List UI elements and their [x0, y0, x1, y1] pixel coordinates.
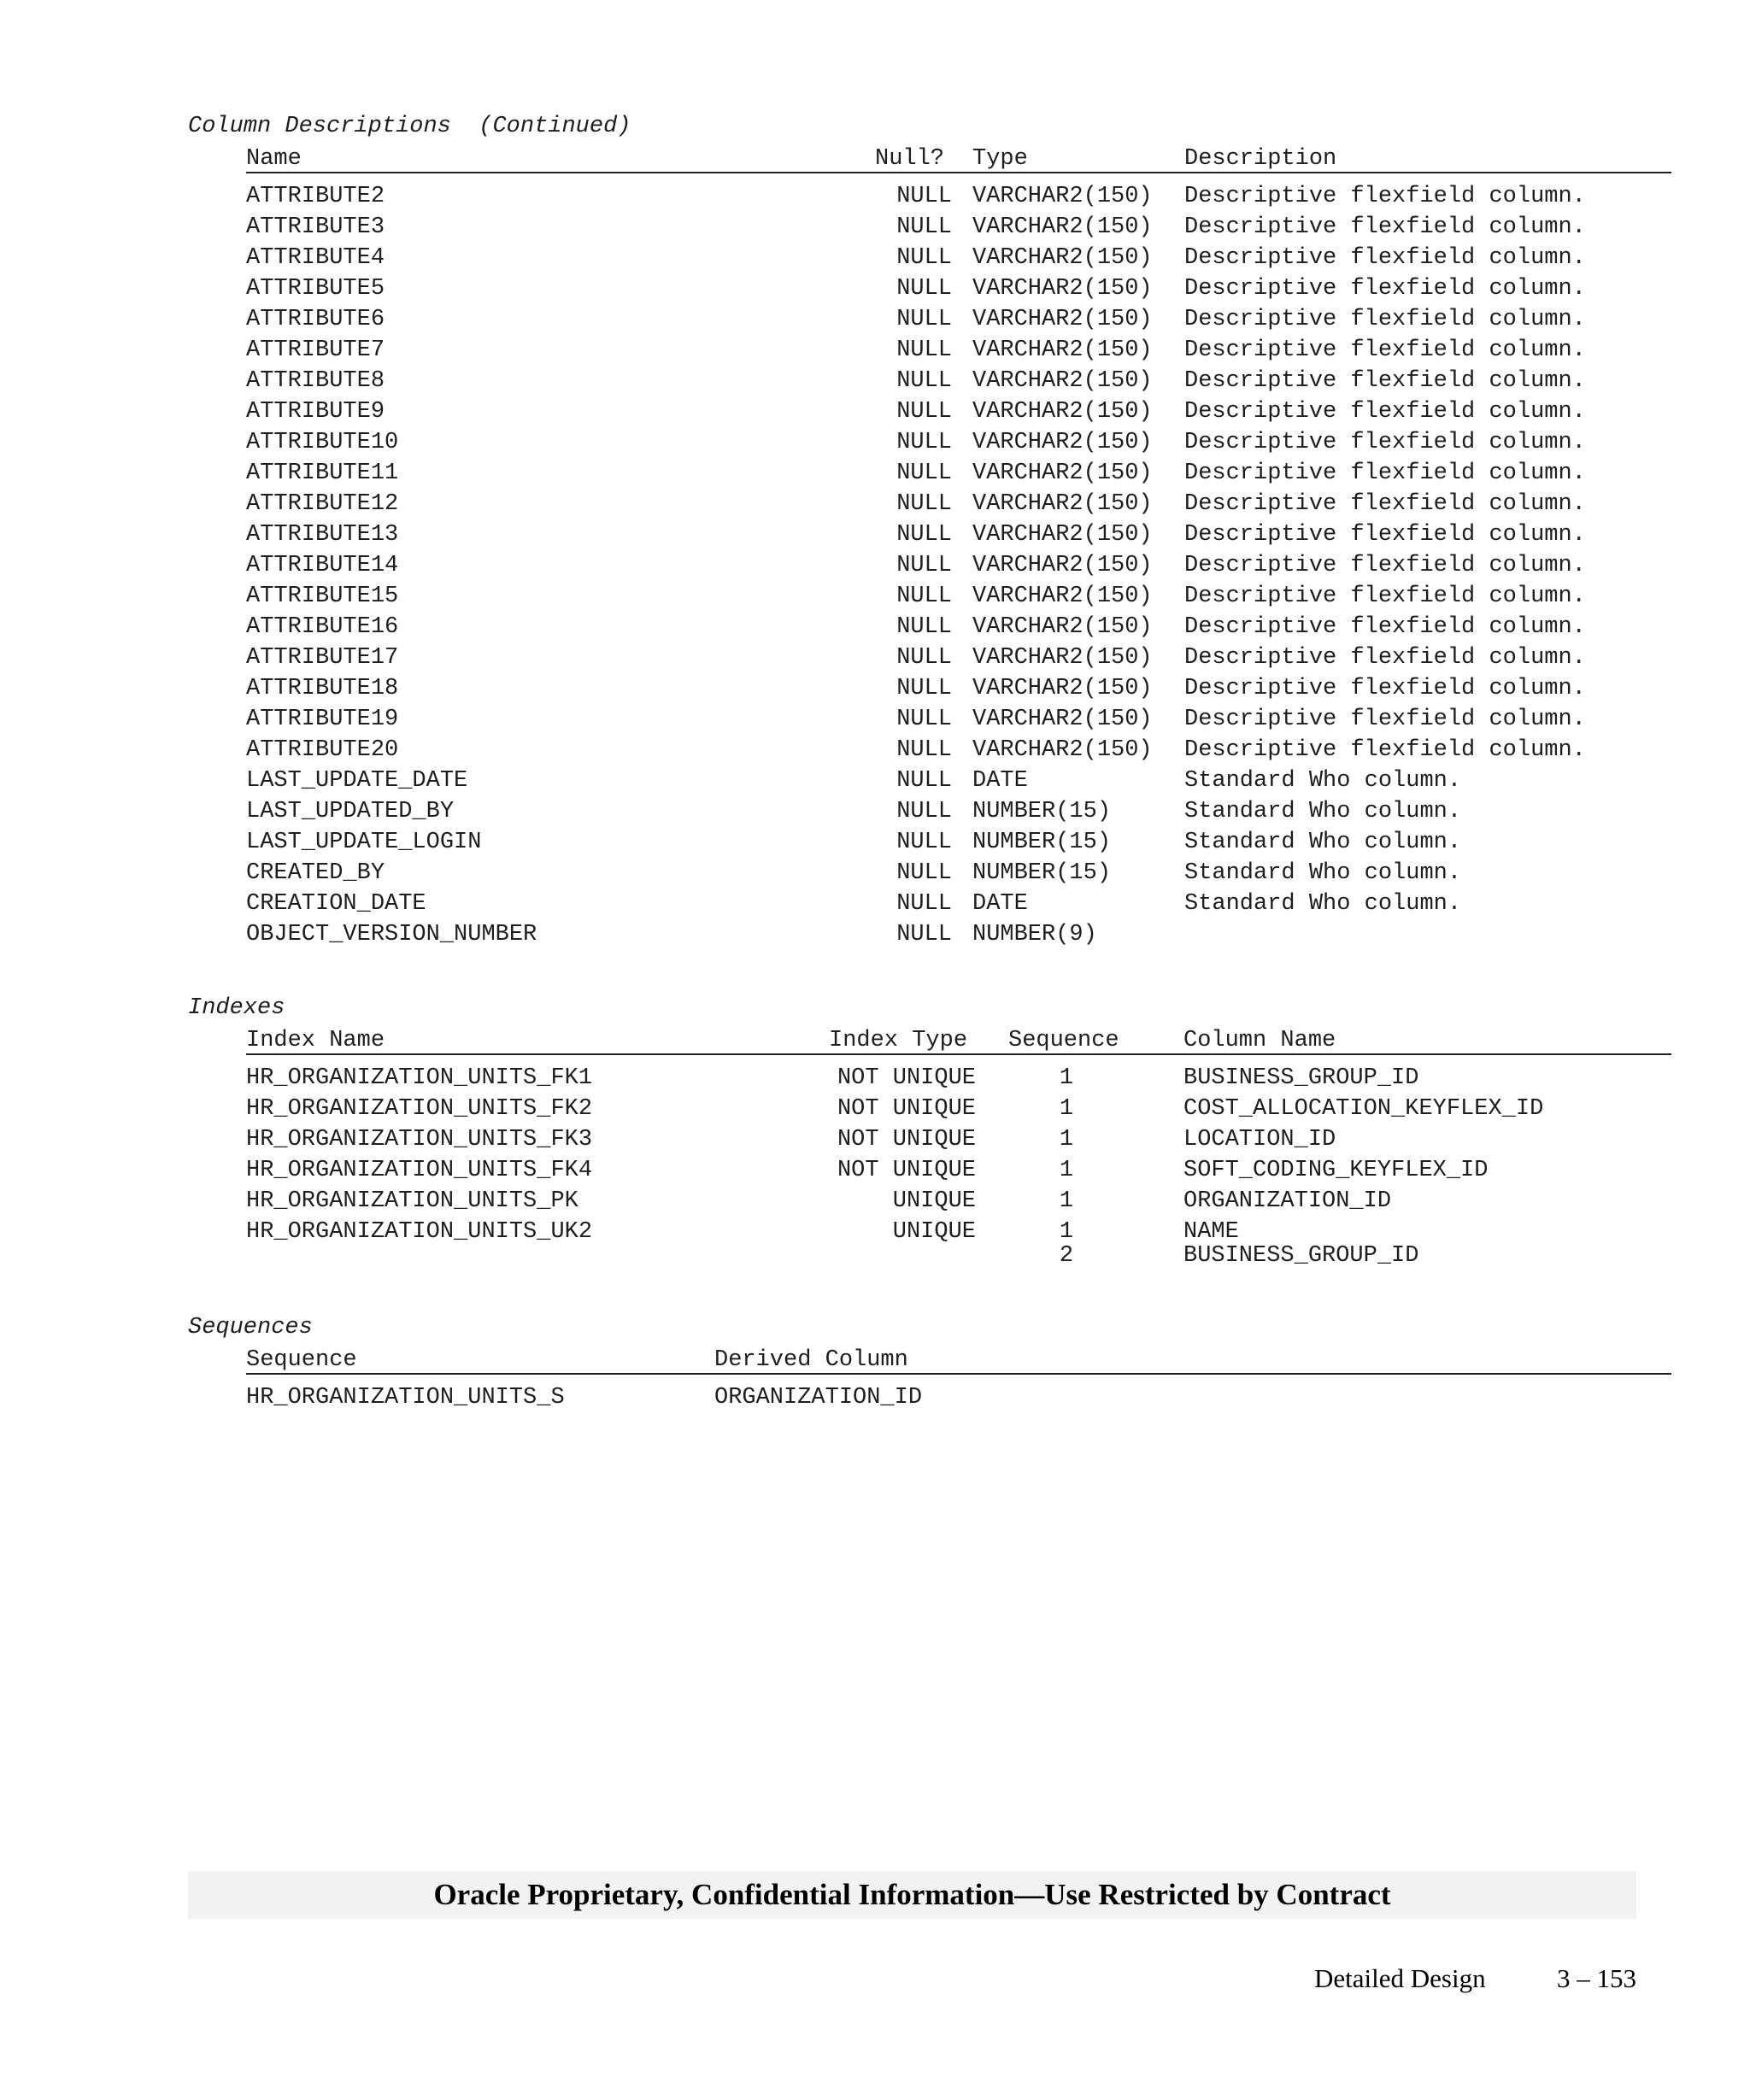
column-name: ATTRIBUTE13	[246, 522, 399, 548]
null-flag: NULL	[896, 337, 952, 363]
column-type: VARCHAR2(150)	[972, 307, 1153, 332]
column-type: VARCHAR2(150)	[972, 584, 1153, 609]
column-description: Standard Who column.	[1184, 860, 1462, 886]
column-name: ATTRIBUTE20	[246, 737, 399, 763]
column-description: Descriptive flexfield column.	[1184, 491, 1586, 517]
col-header-null: Null?	[875, 146, 945, 172]
column-name: OBJECT_VERSION_NUMBER	[246, 922, 537, 947]
null-flag: NULL	[896, 553, 952, 578]
seq-header-sequence: Sequence	[246, 1347, 357, 1373]
column-type: VARCHAR2(150)	[972, 399, 1153, 425]
column-type: VARCHAR2(150)	[972, 676, 1153, 701]
null-flag: NULL	[896, 491, 952, 517]
null-flag: NULL	[896, 184, 952, 209]
null-flag: NULL	[896, 737, 952, 763]
sequence-name: HR_ORGANIZATION_UNITS_S	[246, 1385, 565, 1411]
null-flag: NULL	[896, 522, 952, 548]
column-type: VARCHAR2(150)	[972, 368, 1153, 394]
col-header-type: Type	[972, 146, 1028, 172]
column-name: ATTRIBUTE8	[246, 368, 385, 394]
column-name: LAST_UPDATE_DATE	[246, 768, 468, 794]
idx-header-sequence: Sequence	[1008, 1028, 1119, 1053]
column-name: CREATION_DATE	[246, 891, 426, 917]
column-type: VARCHAR2(150)	[972, 430, 1153, 455]
index-column-name: COST_ALLOCATION_KEYFLEX_ID	[1183, 1096, 1544, 1122]
column-description: Descriptive flexfield column.	[1184, 399, 1586, 425]
column-type: DATE	[972, 768, 1028, 794]
null-flag: NULL	[896, 707, 952, 732]
banner-text: Oracle Proprietary, Confidential Information––Use Restricted by Contract	[433, 1878, 1391, 1911]
column-type: VARCHAR2(150)	[972, 491, 1153, 517]
column-name: ATTRIBUTE2	[246, 184, 385, 209]
index-name: HR_ORGANIZATION_UNITS_UK2	[246, 1219, 593, 1245]
column-description: Descriptive flexfield column.	[1184, 368, 1586, 394]
index-column-name: BUSINESS_GROUP_ID	[1183, 1243, 1419, 1269]
null-flag: NULL	[896, 460, 952, 486]
col-header-description: Description	[1184, 146, 1337, 172]
null-flag: NULL	[896, 214, 952, 240]
index-sequence: 1	[1059, 1188, 1074, 1214]
column-description: Descriptive flexfield column.	[1184, 337, 1586, 363]
idx-header-index-name: Index Name	[246, 1028, 385, 1053]
index-type: UNIQUE	[892, 1219, 976, 1245]
column-description: Descriptive flexfield column.	[1184, 676, 1586, 701]
column-type: VARCHAR2(150)	[972, 276, 1153, 302]
column-name: ATTRIBUTE12	[246, 491, 399, 517]
column-type: VARCHAR2(150)	[972, 522, 1153, 548]
column-type: VARCHAR2(150)	[972, 737, 1153, 763]
null-flag: NULL	[896, 768, 952, 794]
column-description: Descriptive flexfield column.	[1184, 522, 1586, 548]
column-name: ATTRIBUTE18	[246, 676, 399, 701]
null-flag: NULL	[896, 584, 952, 609]
column-type: VARCHAR2(150)	[972, 707, 1153, 732]
index-name: HR_ORGANIZATION_UNITS_FK3	[246, 1127, 593, 1153]
column-name: ATTRIBUTE5	[246, 276, 385, 302]
null-flag: NULL	[896, 399, 952, 425]
column-description: Standard Who column.	[1184, 830, 1462, 855]
null-flag: NULL	[896, 799, 952, 824]
column-type: NUMBER(9)	[972, 922, 1097, 947]
index-name: HR_ORGANIZATION_UNITS_FK4	[246, 1158, 593, 1183]
column-description: Descriptive flexfield column.	[1184, 184, 1586, 209]
column-type: DATE	[972, 891, 1028, 917]
column-type: VARCHAR2(150)	[972, 245, 1153, 271]
column-description: Standard Who column.	[1184, 768, 1462, 794]
null-flag: NULL	[896, 245, 952, 271]
confidentiality-banner	[188, 1871, 1636, 1919]
col-header-name: Name	[246, 146, 302, 172]
column-description: Descriptive flexfield column.	[1184, 245, 1586, 271]
index-column-name: LOCATION_ID	[1183, 1127, 1336, 1153]
section-title-sequences: Sequences	[188, 1315, 313, 1340]
column-type: VARCHAR2(150)	[972, 553, 1153, 578]
index-type: NOT UNIQUE	[837, 1158, 976, 1183]
column-type: VARCHAR2(150)	[972, 460, 1153, 486]
index-column-name: BUSINESS_GROUP_ID	[1183, 1065, 1419, 1091]
column-description: Descriptive flexfield column.	[1184, 737, 1586, 763]
index-column-name: ORGANIZATION_ID	[1183, 1188, 1392, 1214]
derived-column: ORGANIZATION_ID	[714, 1385, 923, 1411]
column-description: Descriptive flexfield column.	[1184, 214, 1586, 240]
header-rule	[246, 1053, 1671, 1055]
column-description: Descriptive flexfield column.	[1184, 707, 1586, 732]
column-name: ATTRIBUTE3	[246, 214, 385, 240]
column-name: ATTRIBUTE14	[246, 553, 399, 578]
column-name: CREATED_BY	[246, 860, 385, 886]
index-type: NOT UNIQUE	[837, 1096, 976, 1122]
column-name: ATTRIBUTE10	[246, 430, 399, 455]
null-flag: NULL	[896, 368, 952, 394]
index-name: HR_ORGANIZATION_UNITS_FK2	[246, 1096, 593, 1122]
column-type: NUMBER(15)	[972, 860, 1112, 886]
column-type: NUMBER(15)	[972, 799, 1112, 824]
seq-header-derived-column: Derived Column	[714, 1347, 908, 1373]
null-flag: NULL	[896, 614, 952, 640]
footer-section: Detailed Design	[1314, 1963, 1486, 1993]
column-type: VARCHAR2(150)	[972, 645, 1153, 671]
column-type: VARCHAR2(150)	[972, 184, 1153, 209]
column-name: ATTRIBUTE6	[246, 307, 385, 332]
column-description: Descriptive flexfield column.	[1184, 645, 1586, 671]
column-name: LAST_UPDATE_LOGIN	[246, 830, 482, 855]
column-name: ATTRIBUTE16	[246, 614, 399, 640]
column-description: Descriptive flexfield column.	[1184, 276, 1586, 302]
null-flag: NULL	[896, 276, 952, 302]
index-column-name: NAME	[1183, 1219, 1239, 1245]
section-title-column-descriptions: Column Descriptions (Continued)	[188, 114, 631, 139]
index-name: HR_ORGANIZATION_UNITS_FK1	[246, 1065, 593, 1091]
null-flag: NULL	[896, 430, 952, 455]
index-sequence: 1	[1059, 1219, 1074, 1245]
idx-header-column-name: Column Name	[1183, 1028, 1336, 1053]
column-name: ATTRIBUTE15	[246, 584, 399, 609]
column-description: Descriptive flexfield column.	[1184, 430, 1586, 455]
null-flag: NULL	[896, 676, 952, 701]
footer-page-number: 3 – 153	[1557, 1963, 1636, 1993]
column-type: VARCHAR2(150)	[972, 614, 1153, 640]
header-rule	[246, 172, 1671, 173]
column-name: ATTRIBUTE9	[246, 399, 385, 425]
column-description: Descriptive flexfield column.	[1184, 614, 1586, 640]
null-flag: NULL	[896, 307, 952, 332]
index-column-name: SOFT_CODING_KEYFLEX_ID	[1183, 1158, 1489, 1183]
index-name: HR_ORGANIZATION_UNITS_PK	[246, 1188, 578, 1214]
index-type: NOT UNIQUE	[837, 1127, 976, 1153]
column-name: LAST_UPDATED_BY	[246, 799, 455, 824]
null-flag: NULL	[896, 830, 952, 855]
null-flag: NULL	[896, 922, 952, 947]
column-name: ATTRIBUTE19	[246, 707, 399, 732]
null-flag: NULL	[896, 860, 952, 886]
section-title-indexes: Indexes	[188, 995, 285, 1021]
header-rule	[246, 1373, 1671, 1375]
null-flag: NULL	[896, 891, 952, 917]
column-description: Descriptive flexfield column.	[1184, 553, 1586, 578]
column-type: VARCHAR2(150)	[972, 214, 1153, 240]
column-description: Descriptive flexfield column.	[1184, 307, 1586, 332]
column-description: Standard Who column.	[1184, 891, 1462, 917]
column-description: Descriptive flexfield column.	[1184, 584, 1586, 609]
column-type: NUMBER(15)	[972, 830, 1112, 855]
column-name: ATTRIBUTE17	[246, 645, 399, 671]
index-sequence: 1	[1059, 1127, 1074, 1153]
index-sequence: 1	[1059, 1096, 1074, 1122]
idx-header-index-type: Index Type	[829, 1028, 968, 1053]
column-name: ATTRIBUTE7	[246, 337, 385, 363]
column-type: VARCHAR2(150)	[972, 337, 1153, 363]
index-type: NOT UNIQUE	[837, 1065, 976, 1091]
null-flag: NULL	[896, 645, 952, 671]
column-name: ATTRIBUTE11	[246, 460, 399, 486]
index-type: UNIQUE	[892, 1188, 976, 1214]
index-sequence: 1	[1059, 1065, 1074, 1091]
column-name: ATTRIBUTE4	[246, 245, 385, 271]
index-sequence: 1	[1059, 1158, 1074, 1183]
column-description: Standard Who column.	[1184, 799, 1462, 824]
index-sequence: 2	[1059, 1243, 1074, 1269]
column-description: Descriptive flexfield column.	[1184, 460, 1586, 486]
